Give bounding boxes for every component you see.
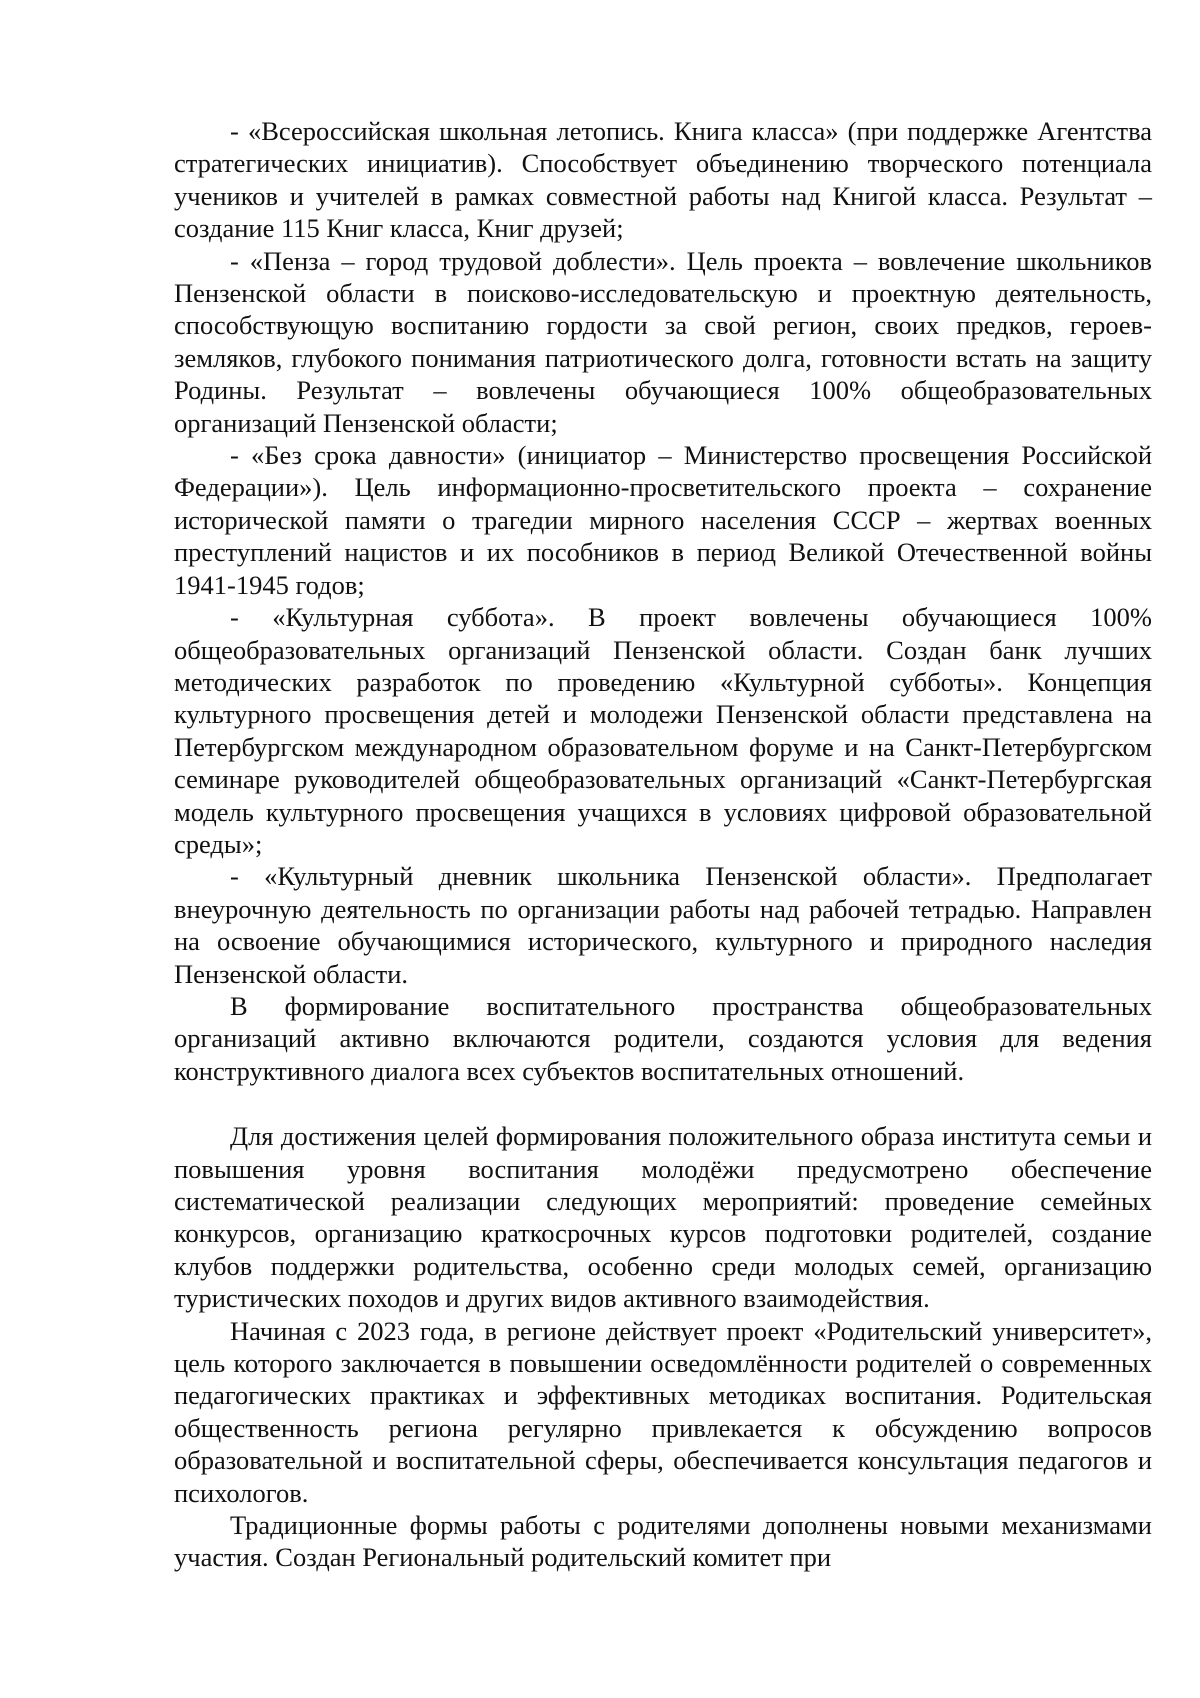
- paragraph-cultural-saturday: - «Культурная суббота». В проект вовлечены обучающиеся 100% общеобразовательных организаций Пензенской области. Создан банк лучших методических разработок по проведению «Культурной субботы». Концепция культурного просвещения детей и молодежи Пензенской области представлена на Петербургском международном образовательном форуме и на Санкт-Петербургском семинаре руководителей общеобразовательных организаций «Санкт-Петербургская модель культурного просвещения учащихся в условиях цифровой образовательной среды»;: [174, 602, 1152, 859]
- document-body: [174, 115, 1152, 1574]
- paragraph-parent-university: Начиная с 2023 года, в регионе действует проект «Родительский университет», цель которого заключается в повышении осведомлённости родителей о современных педагогических практиках и эффективных методиках воспитания. Родительская общественность региона регулярно привлекается к обсуждению вопросов образовательной и воспитательной сферы, обеспечивается консультация педагогов и психологов.: [174, 1315, 1152, 1508]
- paragraph-family-image: Для достижения целей формирования положительного образа института семьи и повышения уровня воспитания молодёжи предусмотрено обеспечение систематической реализации следующих мероприятий: проведение семейных конкурсов, организацию краткосрочных курсов подготовки родителей, создание клубов поддержки родительства, особенно среди молодых семей, организацию туристических походов и других видов активного взаимодействия.: [174, 1121, 1152, 1314]
- paragraph-school-chronicle: - «Всероссийская школьная летопись. Книга класса» (при поддержке Агентства стратегических инициатив). Способствует объединению творческого потенциала учеников и учителей в рамках совместной работы над Книгой класса. Результат – создание 115 Книг класса, Книг друзей;: [174, 116, 1152, 244]
- paragraph-no-statute-of-limitations: - «Без срока давности» (инициатор – Министерство просвещения Российской Федерации»). Цель информационно-просветительского проекта – сохранение исторической памяти о трагедии мирного населения СССР – жертвах военных преступлений нацистов и их пособников в период Великой Отечественной войны 1941-1945 годов;: [174, 440, 1152, 600]
- paragraph-parents-involvement: В формирование воспитательного пространства общеобразовательных организаций активно включаются родители, создаются условия для ведения конструктивного диалога всех субъектов воспитательных отношений.: [174, 990, 1152, 1086]
- paragraph-traditional-forms: Традиционные формы работы с родителями дополнены новыми механизмами участия. Создан Региональный родительский комитет при: [174, 1510, 1152, 1573]
- paragraph-cultural-diary: - «Культурный дневник школьника Пензенской области». Предполагает внеурочную деятельность по организации работы над рабочей тетрадью. Направлен на освоение обучающимися исторического, культурного и природного наследия Пензенской области.: [174, 861, 1152, 989]
- paragraph-penza-labor-valor: - «Пенза – город трудовой доблести». Цель проекта – вовлечение школьников Пензенской области в поисково-исследовательскую и проектную деятельность, способствующую воспитанию гордости за свой регион, своих предков, героев-земляков, глубокого понимания патриотического долга, готовности встать на защиту Родины. Результат – вовлечены обучающиеся 100% общеобразовательных организаций Пензенской области;: [174, 245, 1152, 438]
